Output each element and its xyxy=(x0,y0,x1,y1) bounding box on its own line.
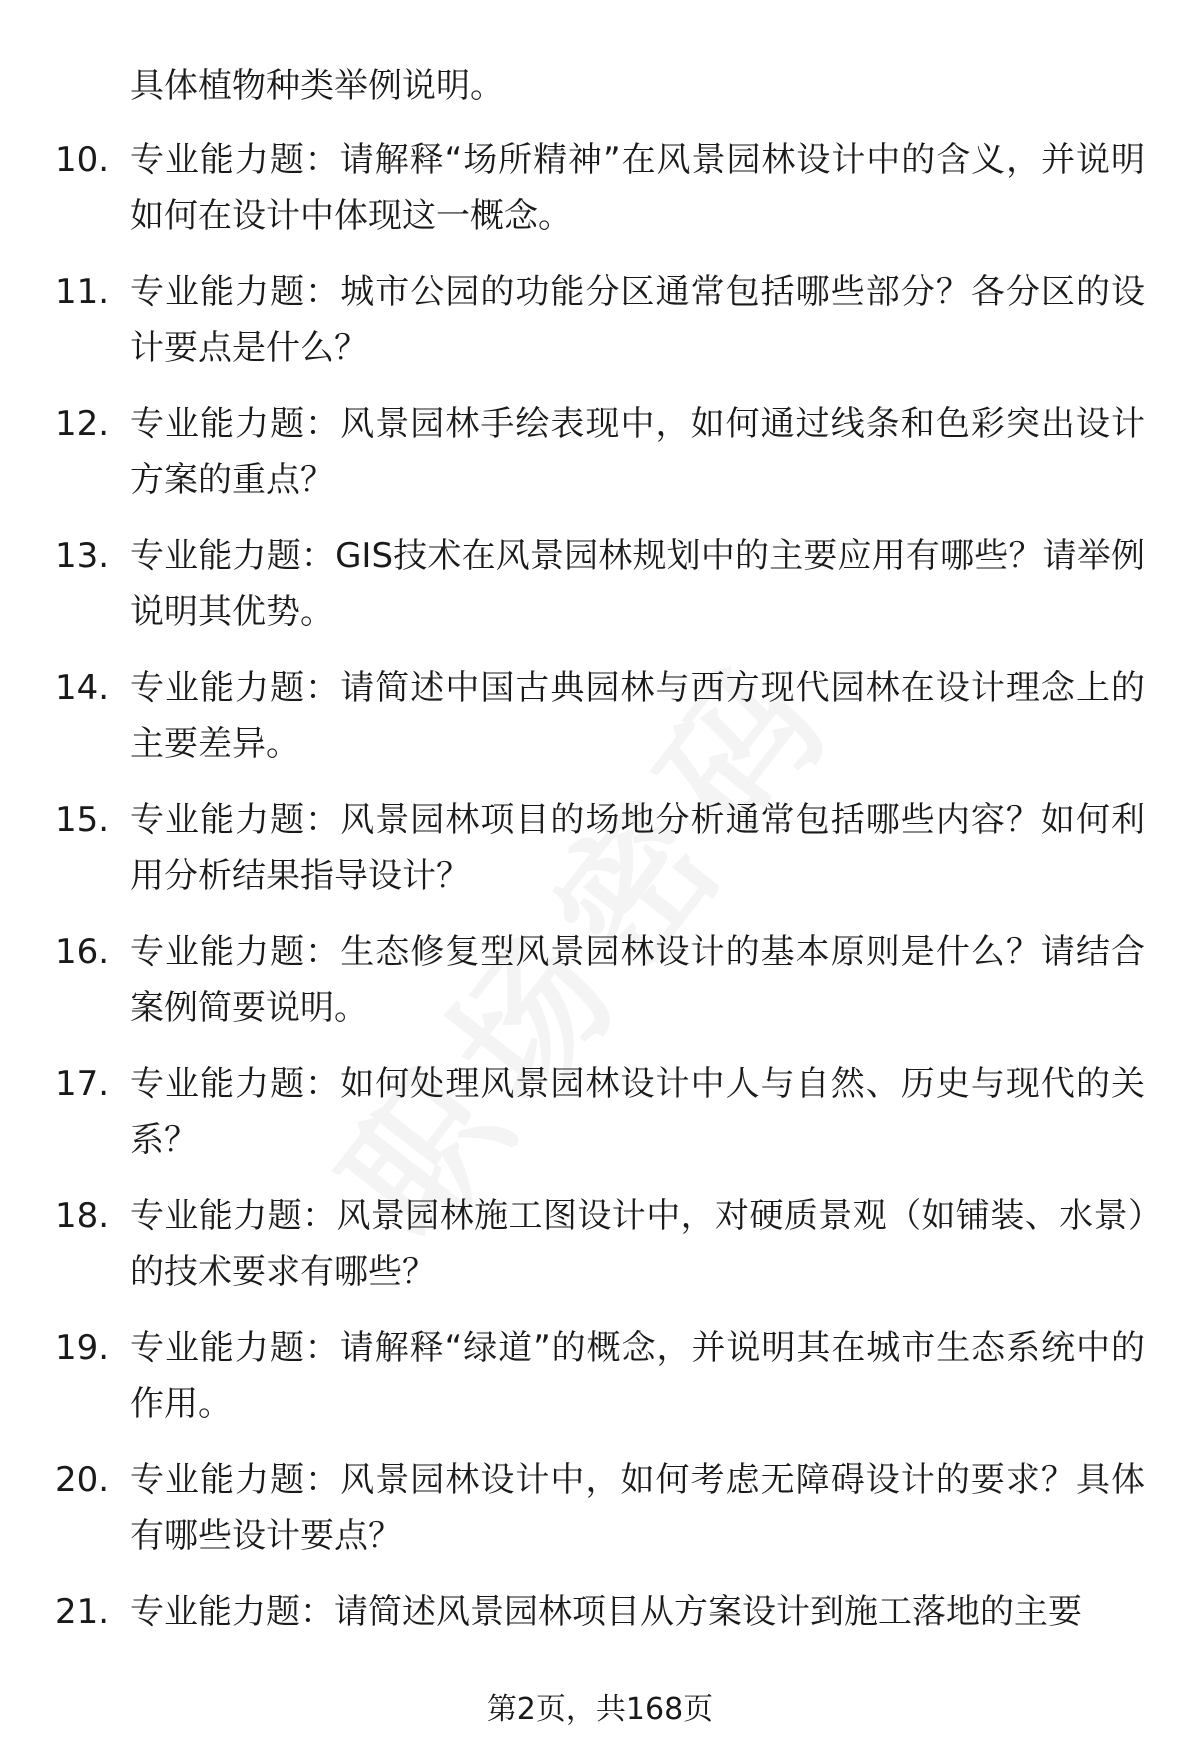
question-text: 专业能力题：生态修复型风景园林设计的基本原则是什么？请结合案例简要说明。 xyxy=(130,932,1145,1028)
page-footer: 第2页，共168页 xyxy=(486,1692,714,1727)
question-number: 13. xyxy=(55,536,110,576)
question-text: 专业能力题：风景园林设计中，如何考虑无障碍设计的要求？具体有哪些设计要点？ xyxy=(130,1460,1145,1556)
question-number: 14. xyxy=(55,668,110,708)
question-text: 专业能力题：请解释“场所精神”在风景园林设计中的含义，并说明如何在设计中体现这一概念。 xyxy=(130,140,1145,236)
previous-question-continuation: 具体植物种类举例说明。 xyxy=(130,66,504,106)
question-number: 12. xyxy=(55,404,110,444)
question-list xyxy=(0,132,1200,1716)
question-text: 专业能力题：GIS技术在风景园林规划中的主要应用有哪些？请举例说明其优势。 xyxy=(130,536,1145,632)
question-item xyxy=(0,792,1200,924)
question-number: 11. xyxy=(55,272,110,312)
question-text: 专业能力题：风景园林项目的场地分析通常包括哪些内容？如何利用分析结果指导设计？ xyxy=(130,800,1145,896)
question-text: 专业能力题：风景园林手绘表现中，如何通过线条和色彩突出设计方案的重点？ xyxy=(130,404,1145,500)
question-text: 专业能力题：请简述中国古典园林与西方现代园林在设计理念上的主要差异。 xyxy=(130,668,1145,764)
question-number: 17. xyxy=(55,1064,110,1104)
question-item xyxy=(0,1056,1200,1188)
question-number: 20. xyxy=(55,1460,110,1500)
question-number: 21. xyxy=(55,1592,110,1632)
question-number: 15. xyxy=(55,800,110,840)
question-text: 专业能力题：请简述风景园林项目从方案设计到施工落地的主要 xyxy=(130,1592,1082,1632)
question-item xyxy=(0,264,1200,396)
question-item xyxy=(0,1452,1200,1584)
question-text: 专业能力题：风景园林施工图设计中，对硬质景观（如铺装、水景）的技术要求有哪些？ xyxy=(130,1196,1145,1292)
question-number: 10. xyxy=(55,140,110,180)
question-item xyxy=(0,1320,1200,1452)
question-number: 16. xyxy=(55,932,110,972)
question-item xyxy=(0,1188,1200,1320)
question-number: 19. xyxy=(55,1328,110,1368)
question-text: 专业能力题：如何处理风景园林设计中人与自然、历史与现代的关系？ xyxy=(130,1064,1145,1160)
question-item xyxy=(0,660,1200,792)
question-text: 专业能力题：请解释“绿道”的概念，并说明其在城市生态系统中的作用。 xyxy=(130,1328,1145,1424)
question-item xyxy=(0,132,1200,264)
question-number: 18. xyxy=(55,1196,110,1236)
question-item xyxy=(0,528,1200,660)
question-item xyxy=(0,396,1200,528)
question-item xyxy=(0,924,1200,1056)
question-text: 专业能力题：城市公园的功能分区通常包括哪些部分？各分区的设计要点是什么？ xyxy=(130,272,1145,368)
